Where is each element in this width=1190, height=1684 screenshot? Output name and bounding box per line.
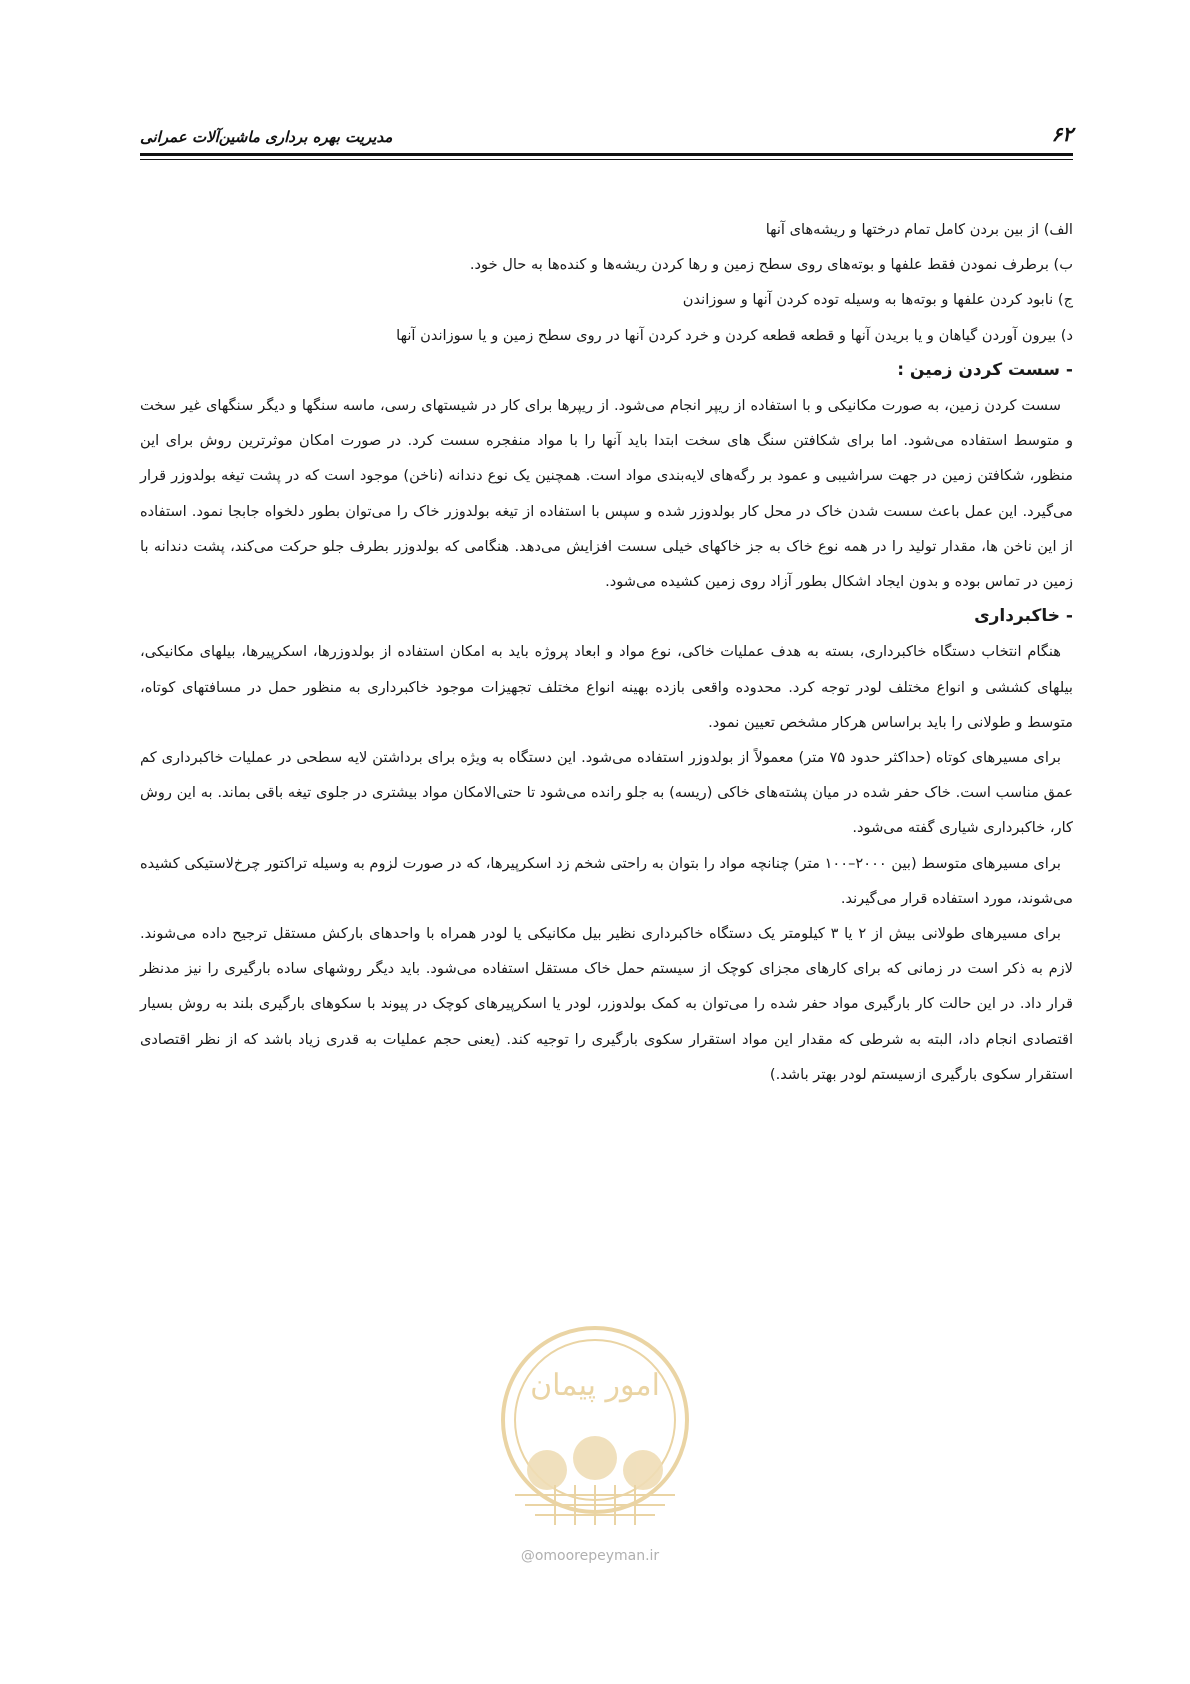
- header-rule-thin: [140, 159, 1073, 160]
- list-item-be: ب) برطرف نمودن فقط علفها و بوته‌های روی سطح زمین و رها کردن ریشه‌ها و کنده‌ها به حال خود.: [469, 256, 1073, 274]
- page-header: [140, 118, 1073, 154]
- section-heading-excavation: - خاکبرداری: [974, 606, 1073, 627]
- header-rule: [140, 153, 1073, 156]
- paragraph-loosening: سست کردن زمین، به صورت مکانیکی و با استفاده از ریپر انجام می‌شود. از ریپرها برای کار در شیستهای رسی، ماسه سنگها و دیگر سنگهای غیر سخت و متوسط استفاده می‌شود. اما برای شکافتن سنگ های سخت ابتدا باید آنها را با مواد منفجره سست کرد. در صورت امکان موثرترین روش برای این منظور، شکافتن زمین در جهت سراشیبی و عمود بر رگه‌های لایه‌بندی مواد است. همچنین یک نوع دندانه (ناخن) موجود است که در پشت تیغه بولدوزر قرار می‌گیرد. این عمل باعث سست شدن خاک در محل کار بولدوزر شده و سپس با استفاده از تیغه بولدوزر خاک را می‌توان بطور دلخواه جابجا نمود. استفاده از این ناخن ها، مقدار تولید را در همه نوع خاک به جز خاکهای خیلی سست افزایش می‌دهد. هنگامی که بولدوزر بطرف جلو حرکت می‌کند، پشت دندانه با زمین در تماس بوده و بدون ایجاد اشکال بطور آزاد روی زمین کشیده می‌شود.: [140, 397, 1073, 591]
- watermark-ring-icon: [503, 1328, 687, 1512]
- section-heading-loosening: - سست کردن زمین :: [897, 359, 1073, 380]
- paragraph-medium-routes: برای مسیرهای متوسط (بین ۲۰۰۰–۱۰۰ متر) چنانچه مواد را بتوان به راحتی شخم زد اسکرپیرها، که در صورت لزوم به وسیله تراکتور چرخ‌لاستیکی کشیده می‌شوند، مورد استفاده قرار می‌گیرند.: [140, 854, 1073, 907]
- list-item-dal: د) بیرون آوردن گیاهان و یا بریدن آنها و قطعه قطعه کردن و خرد کردن آنها در روی سطح زمین و یا سوزاندن آنها: [396, 326, 1073, 344]
- list-item-alef: الف) از بین بردن کامل تمام درختها و ریشه‌های آنها: [765, 221, 1073, 238]
- paragraph-equipment-selection: هنگام انتخاب دستگاه خاکبرداری، بسته به هدف عملیات خاکی، نوع مواد و ابعاد پروژه باید به امکان استفاده از بولدوزرها، اسکرپیرها، بیلهای مکانیکی، بیلهای کششی و انواع مختلف لودر توجه کرد. محدوده واقعی بازده بهینه انواع مختلف تجهیزات موجود خاکبرداری به منظور حمل در مسافتهای کوتاه، متوسط و طولانی را باید براساس هرکار مشخص تعیین نمود.: [140, 643, 1073, 731]
- paragraph-long-routes: برای مسیرهای طولانی بیش از ۲ یا ۳ کیلومتر یک دستگاه خاکبرداری نظیر بیل مکانیکی یا لودر همراه با واحدهای بارکش مستقل ترجیح داده می‌شوند. لازم به ذکر است در زمانی که برای کارهای مجزای کوچک از سیستم حمل خاک مستقل استفاده می‌شود. باید دیگر روشهای ساده بارگیری را نیز مدنظر قرار داد. در این حالت کار بارگیری مواد حفر شده را می‌توان به کمک بولدوزر، لودر یا اسکرپیرهای کوچک در پیوند با سکوهای بارگیری بلند به روش بسیار اقتصادی انجام داد، البته به شرطی که مقدار این مواد استقرار سکوی بارگیری را توجیه کند. (یعنی حجم عملیات به قدری زیاد باشد که از نظر اقتصادی استقرار سکوی بارگیری ازسیستم لودر بهتر باشد.): [140, 925, 1073, 1083]
- watermark-url: @omoorepeyman.ir: [520, 1548, 660, 1564]
- paragraph-short-routes: برای مسیرهای کوتاه (حداکثر حدود ۷۵ متر) معمولاً از بولدوزر استفاده می‌شود. این دستگاه به ویژه برای برداشتن لایه سطحی در عملیات خاکبرداری کم عمق مناسب است. خاک حفر شده در میان پشته‌های خاکی (ریسه) به جلو رانده می‌شود تا حتی‌الامکان مواد بیشتری در جلوی تیغه باقی بماند. به این روش کار، خاکبرداری شیاری گفته می‌شود.: [140, 749, 1073, 837]
- gear-icon: [573, 1436, 617, 1480]
- watermark-logo: [475, 1320, 715, 1540]
- document-body: [140, 212, 1073, 1092]
- running-header-title: مدیریت بهره برداری ماشین‌آلات عمرانی: [140, 128, 393, 146]
- page-number: ۶۲: [1051, 122, 1073, 146]
- watermark-logo-text: امور پیمان: [530, 1368, 660, 1403]
- gear-icon: [527, 1450, 567, 1490]
- list-item-jim: ج) نابود کردن علفها و بوته‌ها به وسیله توده کردن آنها و سوزاندن: [682, 291, 1073, 309]
- gear-icon: [623, 1450, 663, 1490]
